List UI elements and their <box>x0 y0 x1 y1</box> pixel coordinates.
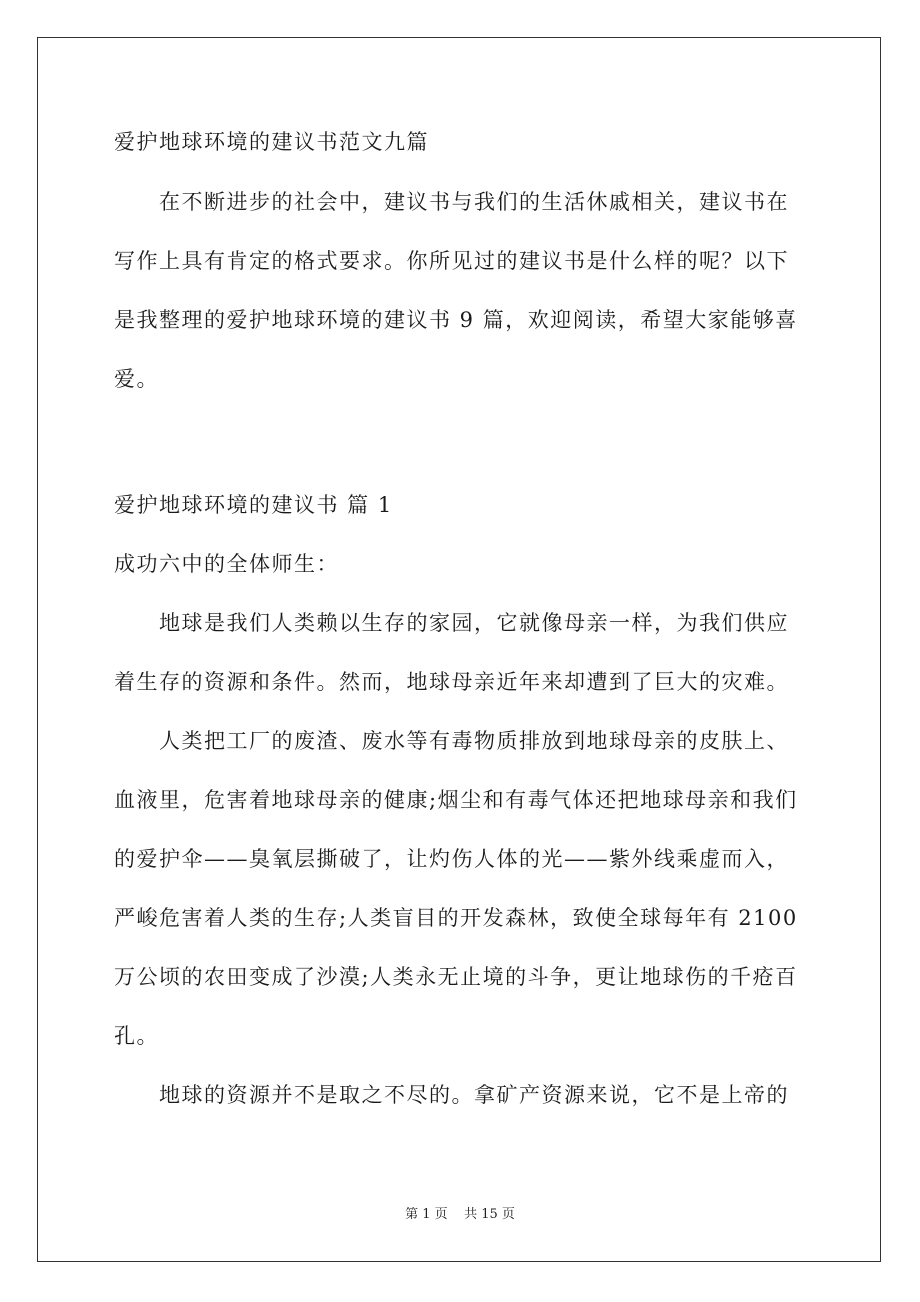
salutation: 成功六中的全体师生： <box>114 552 339 576</box>
intro-line-4: 爱。 <box>114 367 159 391</box>
page-indicator: 第 1 页 共 15 页 <box>405 1207 515 1222</box>
body-line-9: 地球的资源并不是取之不尽的。拿矿产资源来说，它不是上帝的 <box>159 1083 789 1107</box>
body-line-4: 血液里，危害着地球母亲的健康;烟尘和有毒气体还把地球母亲和我们 <box>114 788 798 812</box>
body-line-8: 孔。 <box>114 1024 159 1048</box>
intro-line-2: 写作上具有肯定的格式要求。你所见过的建议书是什么样的呢？以下 <box>114 249 789 273</box>
body-line-5: 的爱护伞——臭氧层撕破了，让灼伤人体的光——紫外线乘虚而入， <box>114 847 789 871</box>
body-line-6: 严峻危害着人类的生存;人类盲目的开发森林，致使全球每年有 2100 <box>114 906 798 930</box>
section-title: 爱护地球环境的建议书 篇 1 <box>114 493 393 517</box>
intro-line-3: 是我整理的爱护地球环境的建议书 9 篇，欢迎阅读，希望大家能够喜 <box>114 308 798 332</box>
document-title: 爱护地球环境的建议书范文九篇 <box>114 130 429 154</box>
body-line-2: 着生存的资源和条件。然而，地球母亲近年来却遭到了巨大的灾难。 <box>114 670 789 694</box>
body-line-3: 人类把工厂的废渣、废水等有毒物质排放到地球母亲的皮肤上、 <box>159 729 789 753</box>
body-line-7: 万公顷的农田变成了沙漠;人类永无止境的斗争，更让地球伤的千疮百 <box>114 965 798 989</box>
page-border <box>37 37 881 1262</box>
body-line-1: 地球是我们人类赖以生存的家园，它就像母亲一样，为我们供应 <box>159 611 789 635</box>
intro-line-1: 在不断进步的社会中，建议书与我们的生活休戚相关，建议书在 <box>159 190 789 214</box>
